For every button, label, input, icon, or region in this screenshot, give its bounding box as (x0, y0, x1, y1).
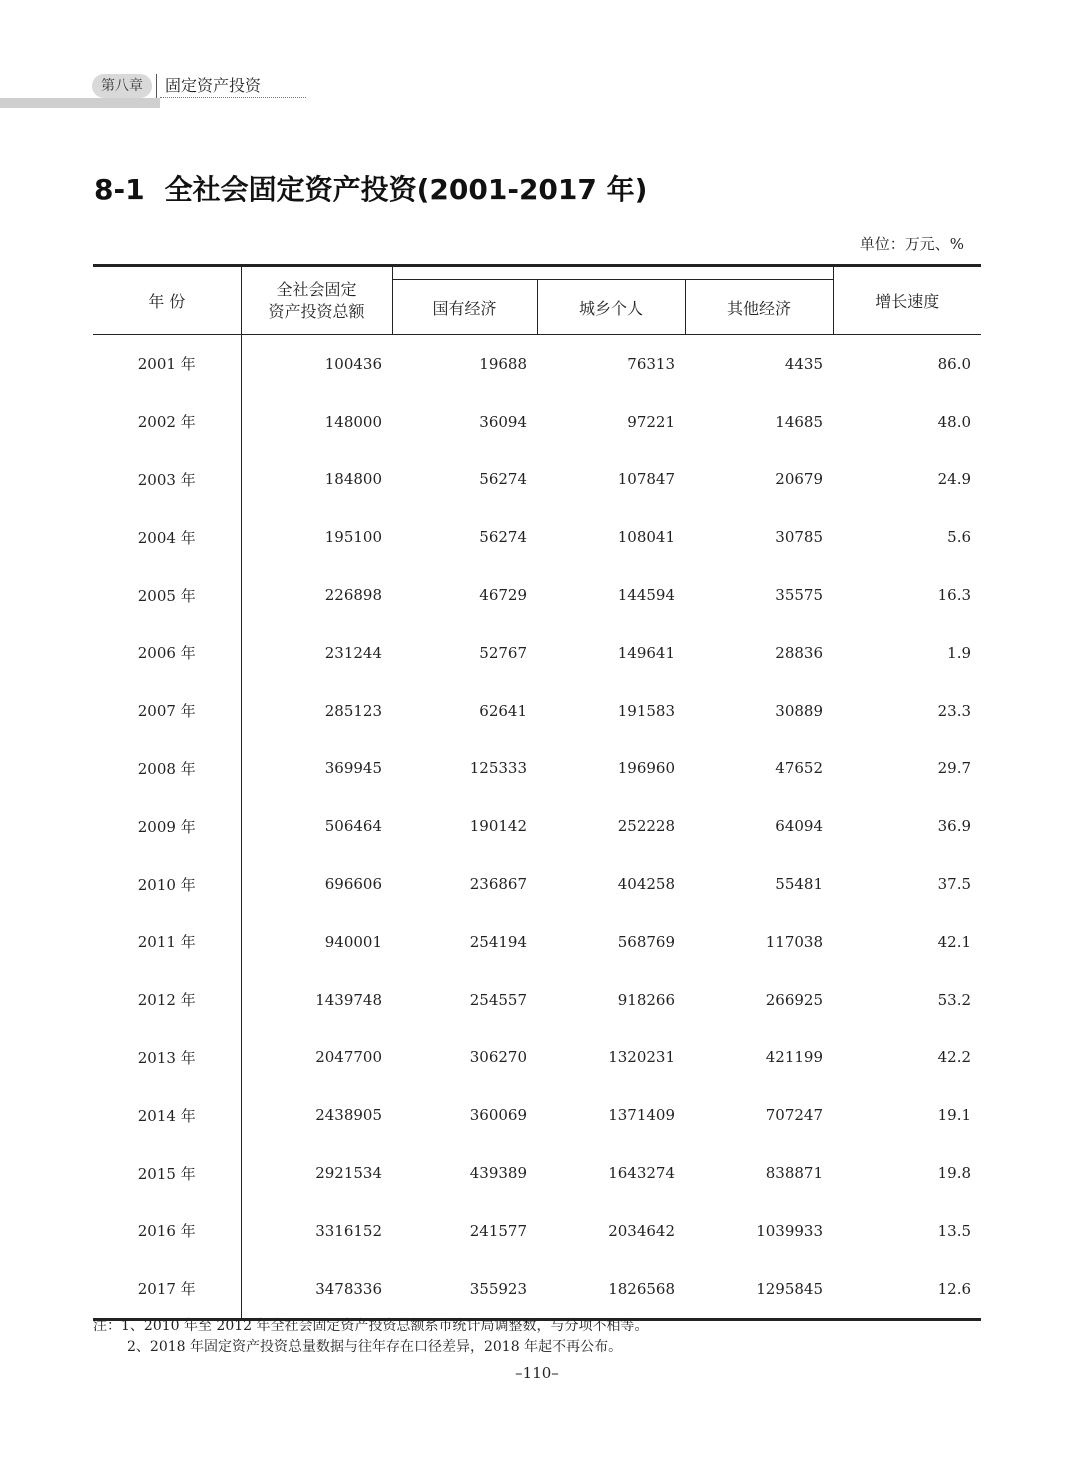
cell-growth: 23.3 (937, 701, 972, 720)
cell-total: 231244 (324, 643, 382, 662)
cell-state: 190142 (469, 817, 527, 836)
cell-year: 2004 年 (93, 508, 241, 566)
cell-state: 52767 (479, 643, 527, 662)
cell-total: 184800 (324, 470, 382, 489)
cell-urban-rural: 191583 (617, 701, 675, 720)
investment-table (93, 264, 981, 1321)
page-title (94, 168, 647, 212)
table-number: 8-1 (94, 173, 145, 206)
cell-total: 2047700 (315, 1048, 382, 1067)
cell-growth: 24.9 (937, 470, 972, 489)
table-row (93, 335, 981, 393)
cell-state: 236867 (469, 875, 527, 894)
table-row (93, 566, 981, 624)
table-row (93, 451, 981, 509)
cell-total: 285123 (324, 701, 382, 720)
cell-state: 19688 (479, 354, 527, 373)
table-row (93, 740, 981, 798)
cell-year: 2009 年 (93, 797, 241, 855)
cell-total: 696606 (324, 875, 382, 894)
cell-urban-rural: 144594 (617, 586, 675, 605)
cell-total: 506464 (324, 817, 382, 836)
table-body (93, 335, 981, 1320)
cell-other: 1039933 (756, 1221, 824, 1240)
note-line-1: 注：1、2010 年至 2012 年全社会固定资产投资总额系市统计局调整数，与分项不相等。 (93, 1318, 649, 1334)
cell-total: 1439748 (315, 990, 382, 1009)
header-other: 其他经济 (685, 280, 833, 335)
table-row (93, 1260, 981, 1319)
cell-growth: 13.5 (937, 1221, 972, 1240)
header-growth: 增长速度 (833, 266, 981, 335)
table-notes (93, 1316, 649, 1358)
cell-urban-rural: 1826568 (537, 1260, 685, 1319)
cell-growth: 29.7 (937, 759, 972, 778)
cell-other: 20679 (775, 470, 824, 489)
cell-growth: 86.0 (937, 354, 972, 373)
cell-growth: 19.8 (937, 1164, 972, 1183)
note-line-2: 2、2018 年固定资产投资总量数据与往年存在口径差异，2018 年起不再公布。 (127, 1339, 623, 1355)
cell-state: 125333 (469, 759, 527, 778)
cell-total: 3316152 (315, 1221, 382, 1240)
cell-total: 148000 (324, 412, 382, 431)
table-row (93, 1202, 981, 1260)
chapter-title: 固定资产投资 (165, 76, 262, 95)
cell-state: 241577 (469, 1221, 527, 1240)
cell-state: 56274 (479, 470, 527, 489)
cell-year: 2005 年 (93, 566, 241, 624)
cell-year: 2014 年 (93, 1086, 241, 1144)
table-row (93, 1144, 981, 1202)
table-title-text: 全社会固定资产投资(2001-2017 年) (164, 173, 648, 206)
table-row (93, 913, 981, 971)
cell-other: 266925 (765, 990, 824, 1009)
cell-year: 2002 年 (93, 393, 241, 451)
cell-state: 56274 (479, 528, 527, 547)
cell-total: 195100 (324, 528, 382, 547)
cell-year: 2001 年 (93, 335, 241, 393)
cell-total: 2438905 (315, 1106, 382, 1125)
cell-other: 55481 (775, 875, 824, 894)
cell-growth: 12.6 (833, 1260, 981, 1319)
table-row (93, 624, 981, 682)
cell-growth: 42.1 (937, 932, 972, 951)
cell-year: 2015 年 (93, 1144, 241, 1202)
cell-other: 47652 (775, 759, 824, 778)
cell-urban-rural: 2034642 (608, 1221, 675, 1240)
cell-total: 940001 (324, 932, 382, 951)
cell-urban-rural: 404258 (617, 875, 675, 894)
cell-other: 14685 (775, 412, 824, 431)
cell-growth: 37.5 (937, 875, 972, 894)
page-number: –110– (515, 1364, 559, 1382)
table-row (93, 1086, 981, 1144)
cell-state: 254194 (469, 932, 527, 951)
table-header (93, 266, 981, 335)
cell-state: 46729 (479, 586, 527, 605)
cell-year: 2006 年 (93, 624, 241, 682)
cell-total: 3478336 (241, 1260, 392, 1319)
table-row (93, 797, 981, 855)
cell-year: 2008 年 (93, 740, 241, 798)
table-row (93, 855, 981, 913)
cell-urban-rural: 97221 (627, 412, 675, 431)
cell-urban-rural: 196960 (617, 759, 675, 778)
cell-year: 2010 年 (93, 855, 241, 913)
cell-other: 30785 (775, 528, 824, 547)
header-urban-rural: 城乡个人 (537, 280, 685, 335)
table-row (93, 682, 981, 740)
cell-other: 117038 (765, 932, 824, 951)
cell-growth: 36.9 (937, 817, 972, 836)
cell-urban-rural: 1320231 (608, 1048, 675, 1067)
cell-urban-rural: 76313 (627, 354, 675, 373)
cell-state: 62641 (479, 701, 527, 720)
cell-urban-rural: 108041 (617, 528, 675, 547)
cell-growth: 1.9 (947, 643, 972, 662)
table-row (93, 971, 981, 1029)
cell-state: 254557 (469, 990, 527, 1009)
cell-total: 369945 (324, 759, 382, 778)
cell-state: 306270 (469, 1048, 527, 1067)
cell-year: 2012 年 (93, 971, 241, 1029)
table-row (93, 1029, 981, 1087)
cell-other: 838871 (765, 1164, 824, 1183)
table-row (93, 393, 981, 451)
cell-urban-rural: 918266 (617, 990, 675, 1009)
cell-other: 64094 (775, 817, 824, 836)
cell-urban-rural: 1371409 (608, 1106, 675, 1125)
cell-growth: 19.1 (937, 1106, 972, 1125)
cell-urban-rural: 107847 (617, 470, 675, 489)
cell-growth: 48.0 (937, 412, 972, 431)
chapter-separator (156, 74, 157, 98)
table-row (93, 508, 981, 566)
chapter-badge: 第八章 (92, 74, 152, 98)
cell-other: 707247 (765, 1106, 824, 1125)
cell-other: 4435 (784, 354, 824, 373)
cell-other: 30889 (775, 701, 824, 720)
header-state: 国有经济 (392, 280, 537, 335)
cell-other: 1295845 (685, 1260, 833, 1319)
cell-year: 2011 年 (93, 913, 241, 971)
cell-year: 2016 年 (93, 1202, 241, 1260)
unit-label: 单位：万元、% (859, 235, 964, 253)
chapter-dotted-rule (160, 97, 306, 98)
cell-year: 2003 年 (93, 451, 241, 509)
header-band (0, 98, 160, 108)
cell-state: 439389 (469, 1164, 527, 1183)
cell-urban-rural: 149641 (617, 643, 675, 662)
cell-other: 421199 (765, 1048, 824, 1067)
cell-state: 360069 (469, 1106, 527, 1125)
cell-other: 28836 (775, 643, 824, 662)
header-subgroup-spacer (392, 266, 833, 280)
cell-year: 2007 年 (93, 682, 241, 740)
cell-urban-rural: 1643274 (608, 1164, 675, 1183)
cell-year: 2013 年 (93, 1029, 241, 1087)
cell-total: 2921534 (315, 1164, 382, 1183)
cell-other: 35575 (775, 586, 824, 605)
cell-growth: 5.6 (947, 528, 972, 547)
cell-urban-rural: 252228 (617, 817, 675, 836)
cell-growth: 42.2 (937, 1048, 972, 1067)
cell-urban-rural: 568769 (617, 932, 675, 951)
cell-total: 226898 (324, 586, 382, 605)
header-total: 全社会固定 资产投资总额 (241, 266, 392, 335)
cell-growth: 16.3 (937, 586, 972, 605)
cell-growth: 53.2 (937, 990, 972, 1009)
cell-total: 100436 (324, 354, 382, 373)
header-year: 年 份 (93, 266, 241, 335)
cell-state: 36094 (479, 412, 527, 431)
cell-year: 2017 年 (93, 1260, 241, 1319)
cell-state: 355923 (392, 1260, 537, 1319)
